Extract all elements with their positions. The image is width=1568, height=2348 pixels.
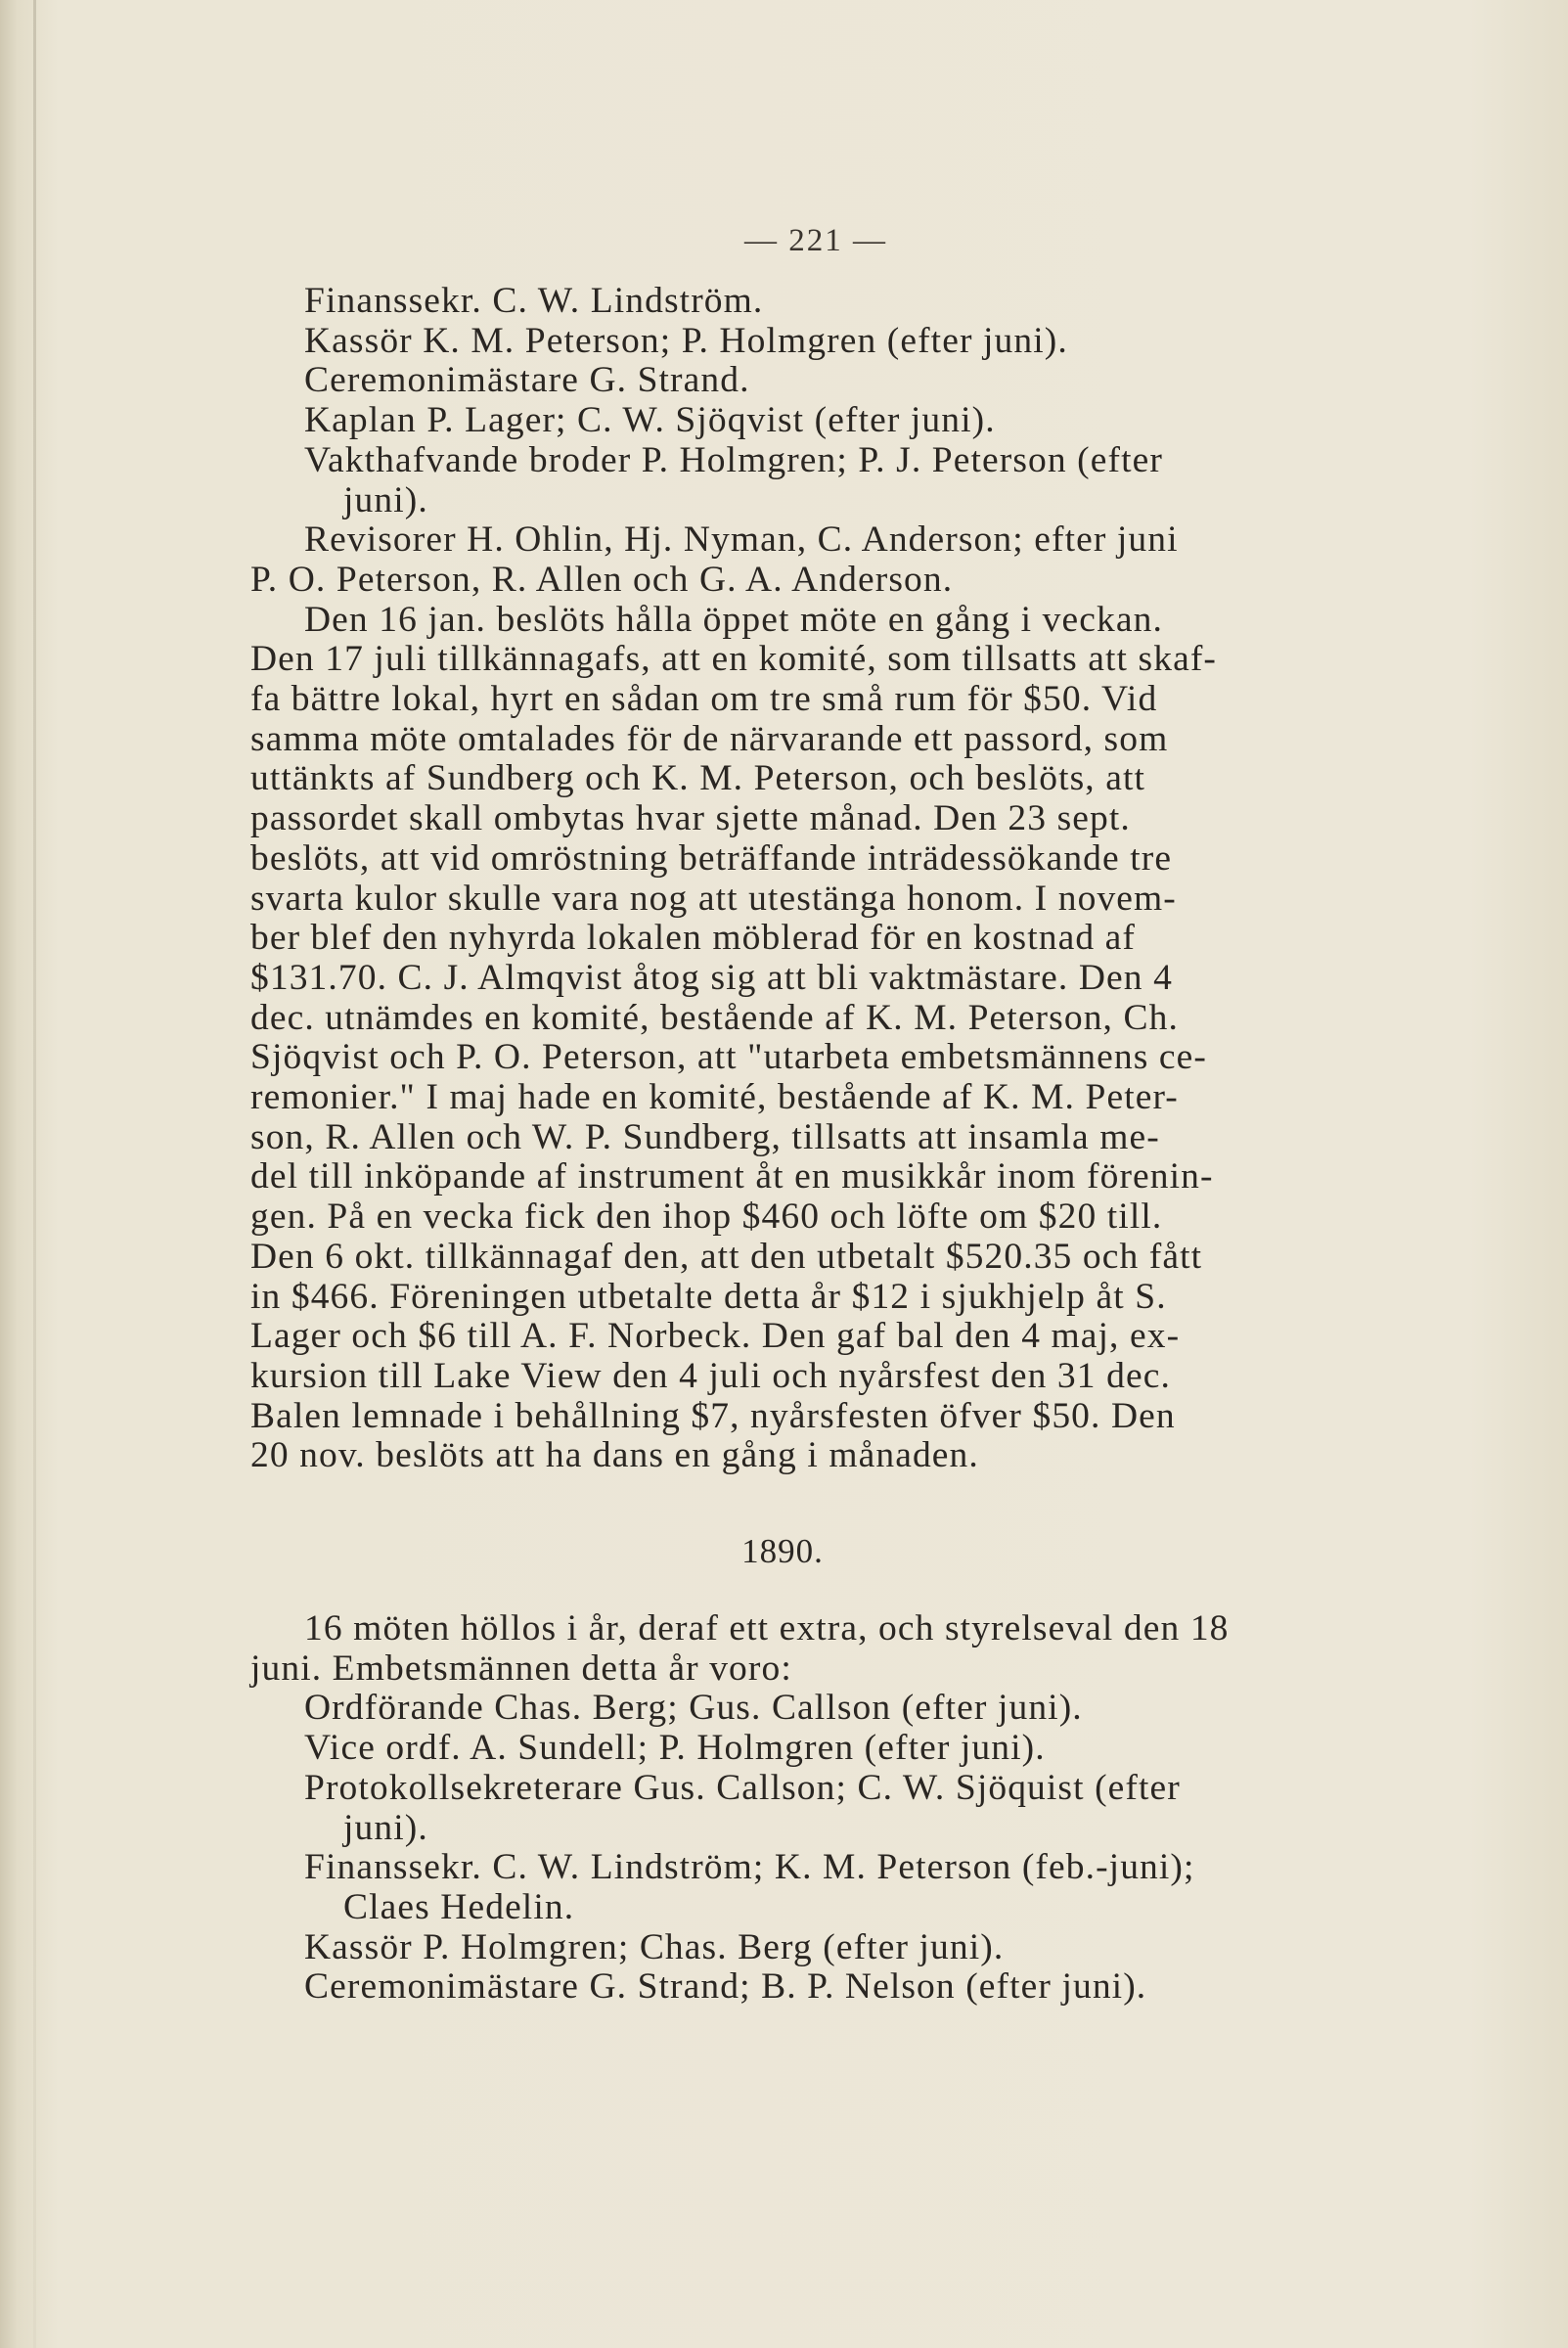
text-line: samma möte omtalades för de närvarande ett passord, som	[250, 718, 1169, 759]
text-line: juni. Embetsmännen detta år voro:	[250, 1648, 792, 1689]
text-line: Den 6 okt. tillkännagaf den, att den utbetalt $520.35 och fått	[250, 1236, 1203, 1277]
text-line: in $466. Föreningen utbetalte detta år $12 i sjukhjelp åt S.	[250, 1276, 1167, 1317]
text-line: 16 möten höllos i år, deraf ett extra, och styrelseval den 18	[304, 1608, 1230, 1648]
text-line: beslöts, att vid omröstning beträffande inträdessökande tre	[250, 837, 1173, 879]
text-line: ber blef den nyhyrda lokalen möblerad för en kostnad af	[250, 918, 1136, 959]
page-number: — 221 —	[744, 223, 887, 258]
text-line: juni).	[343, 479, 428, 520]
text-block-1890	[250, 1609, 1375, 2008]
text-line: Ordförande Chas. Berg; Gus. Callson (efter juni).	[304, 1688, 1083, 1729]
text-line: P. O. Peterson, R. Allen och G. A. Anderson.	[250, 559, 954, 600]
text-line: Kassör P. Holmgren; Chas. Berg (efter juni).	[304, 1926, 1005, 1967]
text-line: Lager och $6 till A. F. Norbeck. Den gaf bal den 4 maj, ex-	[250, 1316, 1181, 1357]
text-line: Vice ordf. A. Sundell; P. Holmgren (efter juni).	[304, 1728, 1046, 1769]
text-line: passordet skall ombytas hvar sjette månad. Den 23 sept.	[250, 798, 1131, 839]
text-line: svarta kulor skulle vara nog att utestänga honom. I novem-	[250, 878, 1177, 919]
text-line: Protokollsekreterare Gus. Callson; C. W. Sjöquist (efter	[304, 1767, 1181, 1808]
text-line: Vakthafvande broder P. Holmgren; P. J. Peterson (efter	[304, 439, 1163, 480]
text-line: del till inköpande af instrument åt en musikkår inom förenin-	[250, 1156, 1214, 1197]
year-heading: 1890.	[741, 1532, 824, 1570]
text-line: Claes Hedelin.	[343, 1886, 575, 1927]
text-line: 20 nov. beslöts att ha dans en gång i månaden.	[250, 1435, 979, 1476]
text-line: Ceremonimästare G. Strand; B. P. Nelson (efter juni).	[304, 1966, 1147, 2008]
text-line: Sjöqvist och P. O. Peterson, att "utarbeta embetsmännens ce-	[250, 1037, 1207, 1078]
text-line: remonier." I maj hade en komité, bestående af K. M. Peter-	[250, 1077, 1179, 1118]
text-line: kursion till Lake View den 4 juli och nyårsfest den 31 dec.	[250, 1355, 1171, 1396]
text-line: fa bättre lokal, hyrt en sådan om tre små rum för $50. Vid	[250, 679, 1158, 720]
text-line: dec. utnämdes en komité, bestående af K. M. Peterson, Ch.	[250, 997, 1179, 1038]
text-block-1869	[250, 282, 1385, 1476]
text-line: Kaplan P. Lager; C. W. Sjöqvist (efter juni).	[304, 400, 996, 441]
text-line: $131.70. C. J. Almqvist åtog sig att bli vaktmästare. Den 4	[250, 957, 1173, 998]
text-line: uttänkts af Sundberg och K. M. Peterson, och beslöts, att	[250, 758, 1146, 799]
text-line: Revisorer H. Ohlin, Hj. Nyman, C. Anderson; efter juni	[304, 519, 1179, 561]
text-line: Kassör K. M. Peterson; P. Holmgren (efter juni).	[304, 320, 1068, 361]
text-line: Finanssekr. C. W. Lindström.	[304, 281, 764, 321]
text-line: juni).	[343, 1807, 428, 1848]
text-line: Balen lemnade i behållning $7, nyårsfesten öfver $50. Den	[250, 1395, 1176, 1436]
text-line: Den 17 juli tillkännagafs, att en komité, som tillsatts att skaf-	[250, 639, 1217, 680]
text-line: Ceremonimästare G. Strand.	[304, 360, 750, 401]
text-line: son, R. Allen och W. P. Sundberg, tillsatts att insamla me-	[250, 1116, 1160, 1157]
text-line: Finanssekr. C. W. Lindström; K. M. Peterson (feb.-juni);	[304, 1847, 1195, 1888]
page-gutter	[33, 0, 36, 2348]
text-line: gen. På en vecka fick den ihop $460 och löfte om $20 till.	[250, 1197, 1163, 1238]
text-line: Den 16 jan. beslöts hålla öppet möte en gång i veckan.	[304, 599, 1163, 640]
